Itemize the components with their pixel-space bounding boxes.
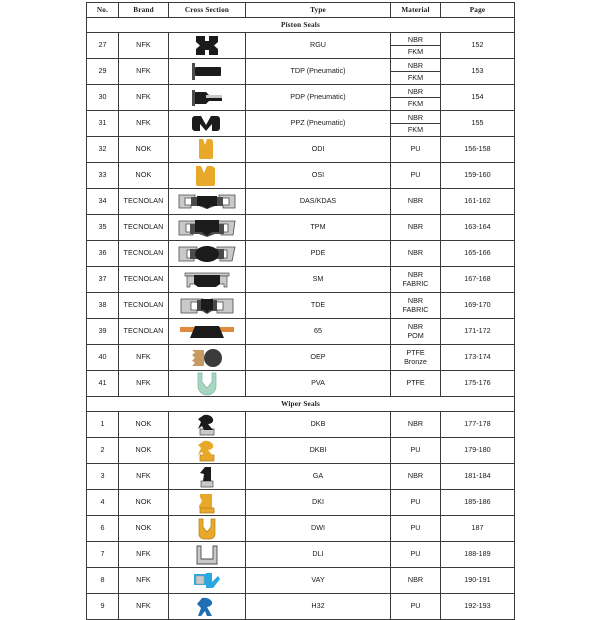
cell-material (391, 215, 441, 241)
material-value: NBR (407, 269, 424, 279)
cell-type: SM (246, 267, 391, 293)
table-header (87, 3, 515, 18)
cell-type: GA (246, 464, 391, 490)
cell-brand: NOK (119, 137, 169, 163)
table-row[interactable] (87, 371, 515, 397)
section-title: Piston Seals (87, 18, 515, 33)
cell-page: 171-172 (441, 319, 515, 345)
tdp-cross-section-icon (169, 60, 245, 83)
cell-type: H32 (246, 594, 391, 620)
table-row[interactable] (87, 542, 515, 568)
pva-cross-section-icon (169, 372, 245, 395)
cell-type: ODI (246, 137, 391, 163)
cell-cross-section (169, 594, 246, 620)
cell-type: PPZ (Pneumatic) (246, 111, 391, 137)
cell-no: 39 (87, 319, 119, 345)
section-header-row (87, 18, 515, 33)
cell-page: 179-180 (441, 438, 515, 464)
cell-page: 153 (441, 59, 515, 85)
cell-brand: NFK (119, 464, 169, 490)
table-header-row (87, 3, 515, 18)
material-value: PU (410, 601, 421, 611)
cell-material (391, 490, 441, 516)
cell-page: 161-162 (441, 189, 515, 215)
cell-brand: NFK (119, 59, 169, 85)
cell-brand: TECNOLAN (119, 189, 169, 215)
cell-page: 169-170 (441, 293, 515, 319)
cell-brand: TECNOLAN (119, 241, 169, 267)
cell-cross-section (169, 542, 246, 568)
cell-page: 173-174 (441, 345, 515, 371)
material-value: NBR (407, 321, 424, 331)
cell-cross-section (169, 137, 246, 163)
material-value: NBR (407, 419, 424, 429)
cell-cross-section (169, 319, 246, 345)
table-row[interactable] (87, 241, 515, 267)
rgu-cross-section-icon (169, 34, 245, 57)
tde-cross-section-icon (169, 294, 245, 317)
table-row[interactable] (87, 163, 515, 189)
cell-type: PDE (246, 241, 391, 267)
cell-material (391, 594, 441, 620)
material-value: PTFE (406, 347, 425, 357)
cell-no: 4 (87, 490, 119, 516)
cell-cross-section (169, 111, 246, 137)
cell-cross-section (169, 490, 246, 516)
cell-brand: NOK (119, 163, 169, 189)
cell-material (391, 85, 441, 111)
ga-cross-section-icon (169, 465, 245, 488)
cell-no: 2 (87, 438, 119, 464)
cell-type: RGU (246, 33, 391, 59)
material-value: NBR (407, 248, 424, 258)
table-row[interactable] (87, 189, 515, 215)
table-row[interactable] (87, 111, 515, 137)
cell-no: 1 (87, 412, 119, 438)
cell-material (391, 59, 441, 85)
dkb-cross-section-icon (169, 413, 245, 436)
cell-brand: NFK (119, 594, 169, 620)
column-header-type: Type (246, 3, 391, 18)
cell-page: 167-168 (441, 267, 515, 293)
material-value: PU (410, 549, 421, 559)
cell-cross-section (169, 464, 246, 490)
table-row[interactable] (87, 516, 515, 542)
cell-cross-section (169, 85, 246, 111)
cell-material (391, 438, 441, 464)
cell-page: 177-178 (441, 412, 515, 438)
section-header-row (87, 397, 515, 412)
cell-cross-section (169, 33, 246, 59)
cell-material (391, 137, 441, 163)
cell-material (391, 189, 441, 215)
cell-type: TDP (Pneumatic) (246, 59, 391, 85)
cell-cross-section (169, 412, 246, 438)
pdp-cross-section-icon (169, 86, 245, 109)
section-title: Wiper Seals (87, 397, 515, 412)
table-row[interactable] (87, 215, 515, 241)
material-value: NBR (407, 196, 424, 206)
table-row[interactable] (87, 345, 515, 371)
material-value: NBR (391, 112, 440, 125)
cell-type: PVA (246, 371, 391, 397)
oep-cross-section-icon (169, 346, 245, 369)
material-value: Bronze (404, 356, 427, 366)
cell-page: 156-158 (441, 137, 515, 163)
table-row[interactable] (87, 412, 515, 438)
material-value: PU (410, 170, 421, 180)
cell-no: 27 (87, 33, 119, 59)
cell-cross-section (169, 267, 246, 293)
column-header-page: Page (441, 3, 515, 18)
dwi-cross-section-icon (169, 517, 245, 540)
material-value: FABRIC (402, 304, 429, 314)
cell-material (391, 542, 441, 568)
cell-type: PDP (Pneumatic) (246, 85, 391, 111)
odi-cross-section-icon (169, 138, 245, 161)
seal-catalog-table (86, 2, 515, 620)
cell-no: 8 (87, 568, 119, 594)
ppz-cross-section-icon (169, 112, 245, 135)
material-value: PTFE (406, 378, 425, 388)
cell-no: 34 (87, 189, 119, 215)
h32-cross-section-icon (169, 595, 245, 618)
table-body (87, 18, 515, 620)
material-value: NBR (407, 295, 424, 305)
table-row[interactable] (87, 594, 515, 620)
cell-brand: NFK (119, 568, 169, 594)
cell-material (391, 33, 441, 59)
material-value: NBR (391, 34, 440, 47)
material-value: PU (410, 445, 421, 455)
cell-cross-section (169, 293, 246, 319)
material-value: NBR (407, 222, 424, 232)
cell-material (391, 111, 441, 137)
cell-material (391, 241, 441, 267)
cell-type: DWI (246, 516, 391, 542)
cell-page: 165-166 (441, 241, 515, 267)
table-row[interactable] (87, 319, 515, 345)
cell-material (391, 345, 441, 371)
material-value: FKM (407, 99, 424, 108)
cell-brand: NOK (119, 490, 169, 516)
cell-no: 33 (87, 163, 119, 189)
vay-cross-section-icon (169, 569, 245, 592)
cell-type: DKB (246, 412, 391, 438)
sm-cross-section-icon (169, 268, 245, 291)
cell-brand: NFK (119, 111, 169, 137)
cell-cross-section (169, 241, 246, 267)
cell-page: 192-193 (441, 594, 515, 620)
cell-brand: TECNOLAN (119, 319, 169, 345)
cell-type: DKI (246, 490, 391, 516)
cell-page: 154 (441, 85, 515, 111)
cell-brand: NFK (119, 542, 169, 568)
cell-no: 31 (87, 111, 119, 137)
cell-cross-section (169, 568, 246, 594)
material-value: FKM (407, 125, 424, 134)
cell-brand: TECNOLAN (119, 215, 169, 241)
cell-brand: NFK (119, 371, 169, 397)
material-value: NBR (407, 575, 424, 585)
cell-page: 163-164 (441, 215, 515, 241)
pde-cross-section-icon (169, 242, 245, 265)
cell-type: DLI (246, 542, 391, 568)
cell-no: 32 (87, 137, 119, 163)
cell-brand: TECNOLAN (119, 267, 169, 293)
cell-page: 159-160 (441, 163, 515, 189)
cell-no: 7 (87, 542, 119, 568)
table-row[interactable] (87, 59, 515, 85)
cell-type: VAY (246, 568, 391, 594)
material-value: PU (410, 523, 421, 533)
cell-type: TDE (246, 293, 391, 319)
cell-no: 9 (87, 594, 119, 620)
cell-material (391, 293, 441, 319)
material-value: PU (410, 497, 421, 507)
cell-material (391, 568, 441, 594)
cell-cross-section (169, 345, 246, 371)
dkbi-cross-section-icon (169, 439, 245, 462)
cell-cross-section (169, 59, 246, 85)
cell-material (391, 464, 441, 490)
cell-material (391, 516, 441, 542)
cell-no: 36 (87, 241, 119, 267)
cell-no: 6 (87, 516, 119, 542)
cell-type: OEP (246, 345, 391, 371)
cell-no: 30 (87, 85, 119, 111)
cell-brand: NOK (119, 516, 169, 542)
das-kdas-cross-section-icon (169, 190, 245, 213)
cell-brand: NOK (119, 412, 169, 438)
table-row[interactable] (87, 464, 515, 490)
cell-brand: NFK (119, 85, 169, 111)
material-value: PU (410, 144, 421, 154)
column-header-cross: Cross Section (169, 3, 246, 18)
cell-type: DAS/KDAS (246, 189, 391, 215)
cell-page: 190-191 (441, 568, 515, 594)
material-value: NBR (391, 60, 440, 73)
column-header-no: No. (87, 3, 119, 18)
cell-material (391, 412, 441, 438)
table-row[interactable] (87, 137, 515, 163)
table-row[interactable] (87, 438, 515, 464)
cell-page: 155 (441, 111, 515, 137)
material-value: NBR (391, 86, 440, 99)
cell-brand: TECNOLAN (119, 293, 169, 319)
cell-no: 41 (87, 371, 119, 397)
cell-no: 37 (87, 267, 119, 293)
cell-cross-section (169, 189, 246, 215)
cell-type: DKBI (246, 438, 391, 464)
material-value: FKM (407, 47, 424, 56)
material-value: FKM (407, 73, 424, 82)
cell-cross-section (169, 371, 246, 397)
column-header-material: Material (391, 3, 441, 18)
table-row[interactable] (87, 490, 515, 516)
osi-cross-section-icon (169, 164, 245, 187)
cell-type: TPM (246, 215, 391, 241)
dli-cross-section-icon (169, 543, 245, 566)
cell-page: 187 (441, 516, 515, 542)
cell-material (391, 371, 441, 397)
cell-page: 152 (441, 33, 515, 59)
material-value: FABRIC (402, 278, 429, 288)
cell-page: 185-186 (441, 490, 515, 516)
cell-cross-section (169, 215, 246, 241)
cell-cross-section (169, 163, 246, 189)
cell-page: 175-176 (441, 371, 515, 397)
material-value: POM (407, 330, 424, 340)
material-value: NBR (407, 471, 424, 481)
cell-cross-section (169, 516, 246, 542)
table-row[interactable] (87, 293, 515, 319)
table-row[interactable] (87, 568, 515, 594)
cell-no: 35 (87, 215, 119, 241)
cell-cross-section (169, 438, 246, 464)
tpm-cross-section-icon (169, 216, 245, 239)
cell-material (391, 319, 441, 345)
cell-no: 38 (87, 293, 119, 319)
65-cross-section-icon (169, 320, 245, 343)
cell-material (391, 163, 441, 189)
cell-no: 40 (87, 345, 119, 371)
cell-type: OSI (246, 163, 391, 189)
cell-page: 181-184 (441, 464, 515, 490)
cell-brand: NFK (119, 33, 169, 59)
dki-cross-section-icon (169, 491, 245, 514)
cell-page: 188-189 (441, 542, 515, 568)
column-header-brand: Brand (119, 3, 169, 18)
cell-brand: NOK (119, 438, 169, 464)
cell-brand: NFK (119, 345, 169, 371)
cell-no: 3 (87, 464, 119, 490)
cell-material (391, 267, 441, 293)
table-row[interactable] (87, 267, 515, 293)
cell-type: 65 (246, 319, 391, 345)
cell-no: 29 (87, 59, 119, 85)
table-row[interactable] (87, 33, 515, 59)
table-row[interactable] (87, 85, 515, 111)
